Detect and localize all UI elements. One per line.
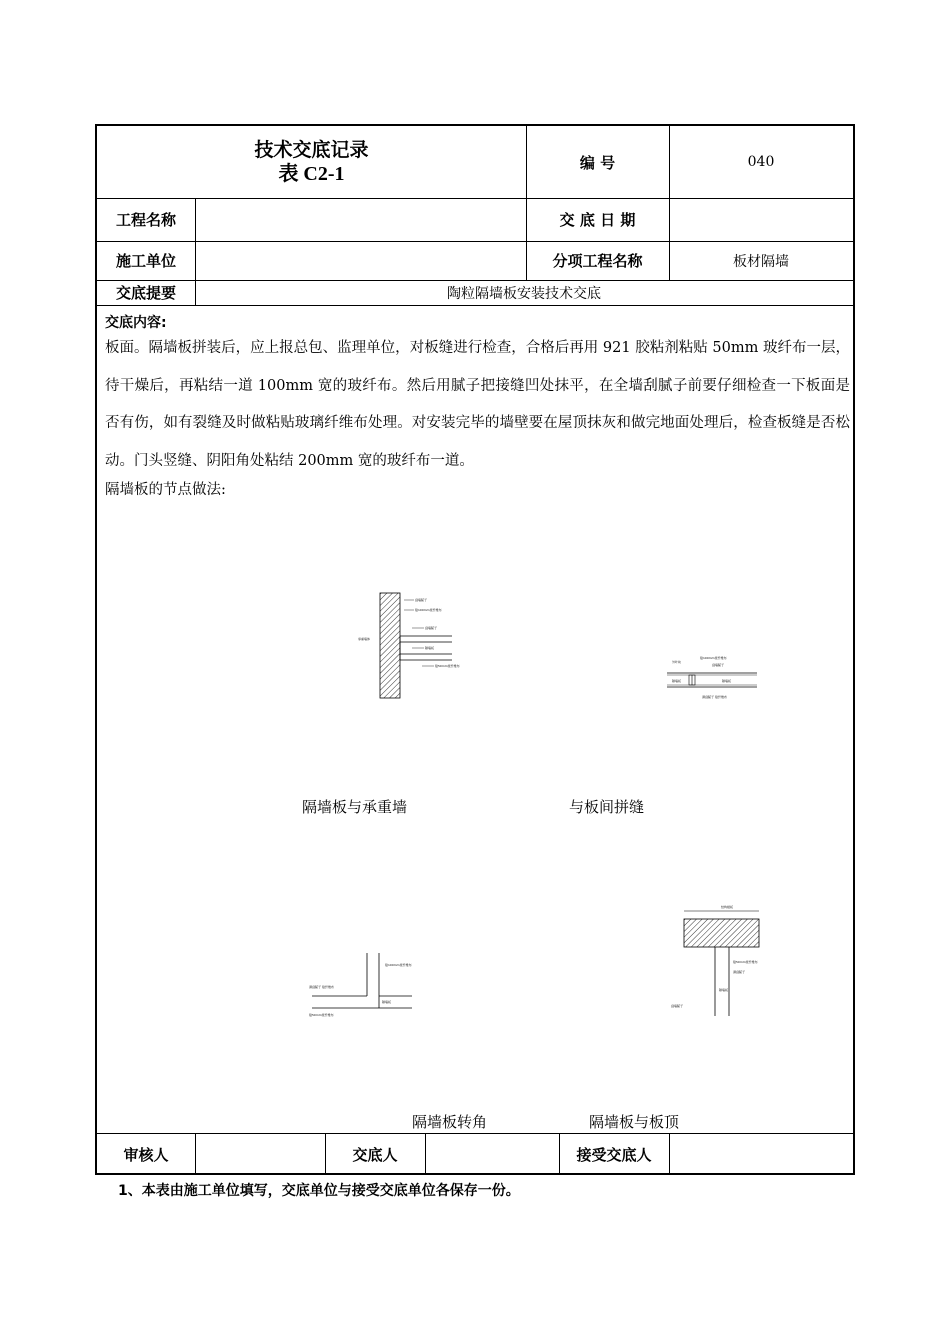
reviewer-field[interactable] [195,1133,325,1175]
fig4-label: 贴50mm宽纤维布 [733,960,758,964]
fig3-label: 满刮腻子 贴纤维布 [309,985,334,989]
fig1-label: 刮墙腻子 [415,598,428,602]
form-title-code: 表 C2-1 [278,163,345,185]
ceiling-slab [684,919,759,947]
receiver-field[interactable] [669,1133,853,1175]
fig1-label: 贴100mm宽纤维布 [415,608,442,612]
project-name-label: 工程名称 [115,211,176,229]
figure-caption: 隔墙板与板顶 [589,1113,680,1131]
construction-unit-label: 施工单位 [115,252,176,270]
fig4-label: 刮墙腻子 [671,1004,684,1008]
figure-caption: 隔墙板与承重墙 [302,798,408,816]
figure-caption: 隔墙板转角 [412,1113,488,1131]
fig4-label: 结构楼板 [721,905,734,909]
footnote: 1、本表由施工单位填写，交底单位与接受交底单位各保存一份。 [118,1183,520,1199]
technical-briefing-form [95,124,855,1175]
date-field[interactable] [669,198,853,241]
figure-corner-joint [307,948,417,1023]
construction-unit-field[interactable] [195,241,526,280]
number-value[interactable]: 040 [747,154,775,170]
content-label: 交底内容: [105,315,167,331]
form-title-main: 技术交底记录 [254,139,369,161]
row-divider [97,305,853,306]
fig4-label: 隔墙板 [719,988,729,992]
presenter-label: 交底人 [352,1145,398,1164]
fig2-label: 贴100mm宽纤维布 [700,656,727,660]
nodes-label: 隔墙板的节点做法: [105,482,226,498]
fig2-label: 外叶块 [672,660,682,664]
fig3-label: 隔墙板 [382,1000,392,1004]
load-bearing-wall [380,593,400,698]
fig1-label: 贴50mm宽纤维布 [435,664,460,668]
number-label: 编 号 [579,153,616,172]
figure-panel-joint [662,651,762,711]
fig1-label: 刮墙腻子 [425,626,438,630]
content-text: 板面。隔墙板拼装后，应上报总包、监理单位，对板缝进行检查，合格后再用 921 胶粘剂粘贴 50mm 玻纤布一层，待干燥后，再粘结一道 100mm 宽的玻纤布。然后用腻子把接缝凹处抹平，在全墙刮腻子前要仔细检查一下板面是否有伤，如有裂缝及时做粘贴玻璃纤维布处理。对安装完毕的墙壁要在屋顶抹灰和做完地面处理后，检查板缝是否松动。门头竖缝、阴阳角处粘结 200mm 宽的玻纤布一道。 [105,340,850,469]
fig2-label: 满刮腻子 贴纤维布 [702,695,727,699]
reviewer-label: 审核人 [123,1145,169,1164]
fig3-label: 贴50mm宽纤维布 [309,1013,334,1017]
presenter-field[interactable] [425,1133,559,1175]
figure-ceiling-joint [669,901,769,1021]
fig2-label: 刮墙腻子 [712,663,725,667]
fig4-label: 满刮腻子 [733,970,746,974]
figure-caption: 与板间拼缝 [569,798,645,816]
summary-label: 交底提要 [115,284,176,302]
receiver-label: 接受交底人 [576,1145,652,1164]
form-title [97,126,526,198]
figure-wall-joint [352,588,472,708]
fig3-label: 贴100mm宽纤维布 [385,963,412,967]
sub-project-label: 分项工程名称 [552,252,643,270]
sub-project-field[interactable]: 板材隔墙 [733,253,789,270]
summary-field[interactable]: 陶粒隔墙板安装技术交底 [447,285,601,302]
fig1-label: 承重墙体 [358,637,371,641]
fig2-label: 隔墙板 [672,679,682,683]
date-label: 交 底 日 期 [559,211,636,229]
fig1-label: 隔墙板 [425,646,435,650]
project-name-field[interactable] [195,198,526,241]
fig2-label: 隔墙板 [722,679,732,683]
